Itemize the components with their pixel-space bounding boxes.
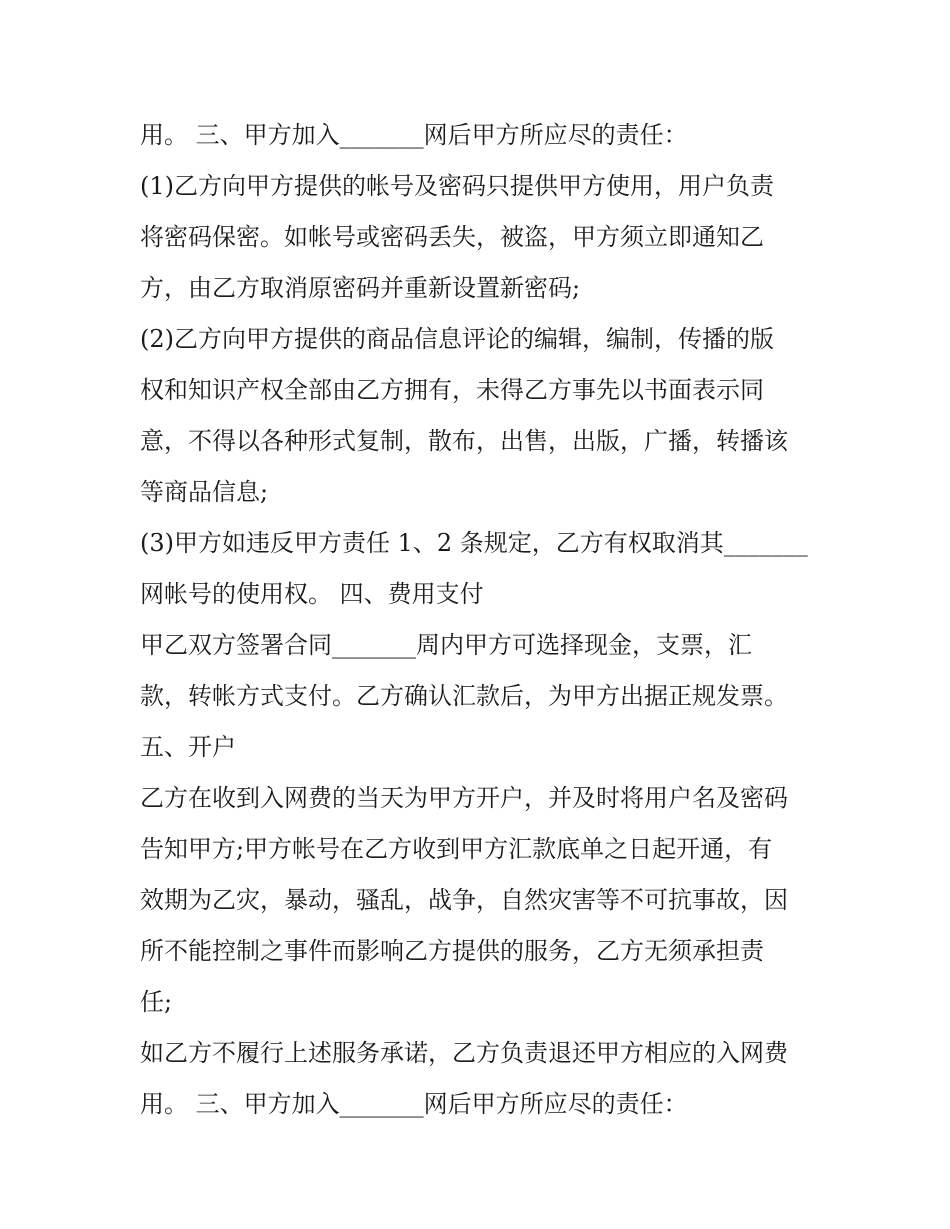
text-line: 权和知识产权全部由乙方拥有，未得乙方事先以书面表示同 — [140, 376, 764, 404]
text-line: 款，转帐方式支付。乙方确认汇款后，为甲方出据正规发票。 — [140, 682, 788, 710]
text-line: 方，由乙方取消原密码并重新设置新密码; — [140, 274, 581, 302]
text-line: 乙方在收到入网费的当天为甲方开户，并及时将用户名及密码 — [140, 784, 788, 812]
text-line: 效期为乙灾，暴动，骚乱，战争，自然灾害等不可抗事故，因 — [140, 886, 788, 914]
text-line: 用。 三、甲方加入_______网后甲方所应尽的责任： — [140, 1090, 688, 1118]
text-line: 任; — [140, 988, 173, 1016]
section-heading: 五、开户 — [140, 733, 236, 761]
text-line: 将密码保密。如帐号或密码丢失，被盗，甲方须立即通知乙 — [140, 223, 764, 251]
text-line: 告知甲方;甲方帐号在乙方收到甲方汇款底单之日起开通，有 — [140, 835, 773, 863]
text-line: 网帐号的使用权。 四、费用支付 — [140, 580, 484, 608]
text-line: 意，不得以各种形式复制，散布，出售，出版，广播，转播该 — [140, 427, 788, 455]
text-line: (3)甲方如违反甲方责任 1、2 条规定，乙方有权取消其_______ — [140, 529, 808, 557]
text-line: (2)乙方向甲方提供的商品信息评论的编辑，编制，传播的版 — [140, 325, 774, 353]
text-line: 甲乙双方签署合同_______周内甲方可选择现金，支票，汇 — [140, 631, 752, 659]
text-line: (1)乙方向甲方提供的帐号及密码只提供甲方使用，用户负责 — [140, 172, 774, 200]
text-line: 用。 三、甲方加入_______网后甲方所应尽的责任： — [140, 121, 688, 149]
text-line: 所不能控制之事件而影响乙方提供的服务，乙方无须承担责 — [140, 937, 764, 965]
text-line: 等商品信息; — [140, 478, 269, 506]
contract-body-text — [140, 110, 820, 1130]
text-line: 如乙方不履行上述服务承诺，乙方负责退还甲方相应的入网费 — [140, 1039, 788, 1067]
